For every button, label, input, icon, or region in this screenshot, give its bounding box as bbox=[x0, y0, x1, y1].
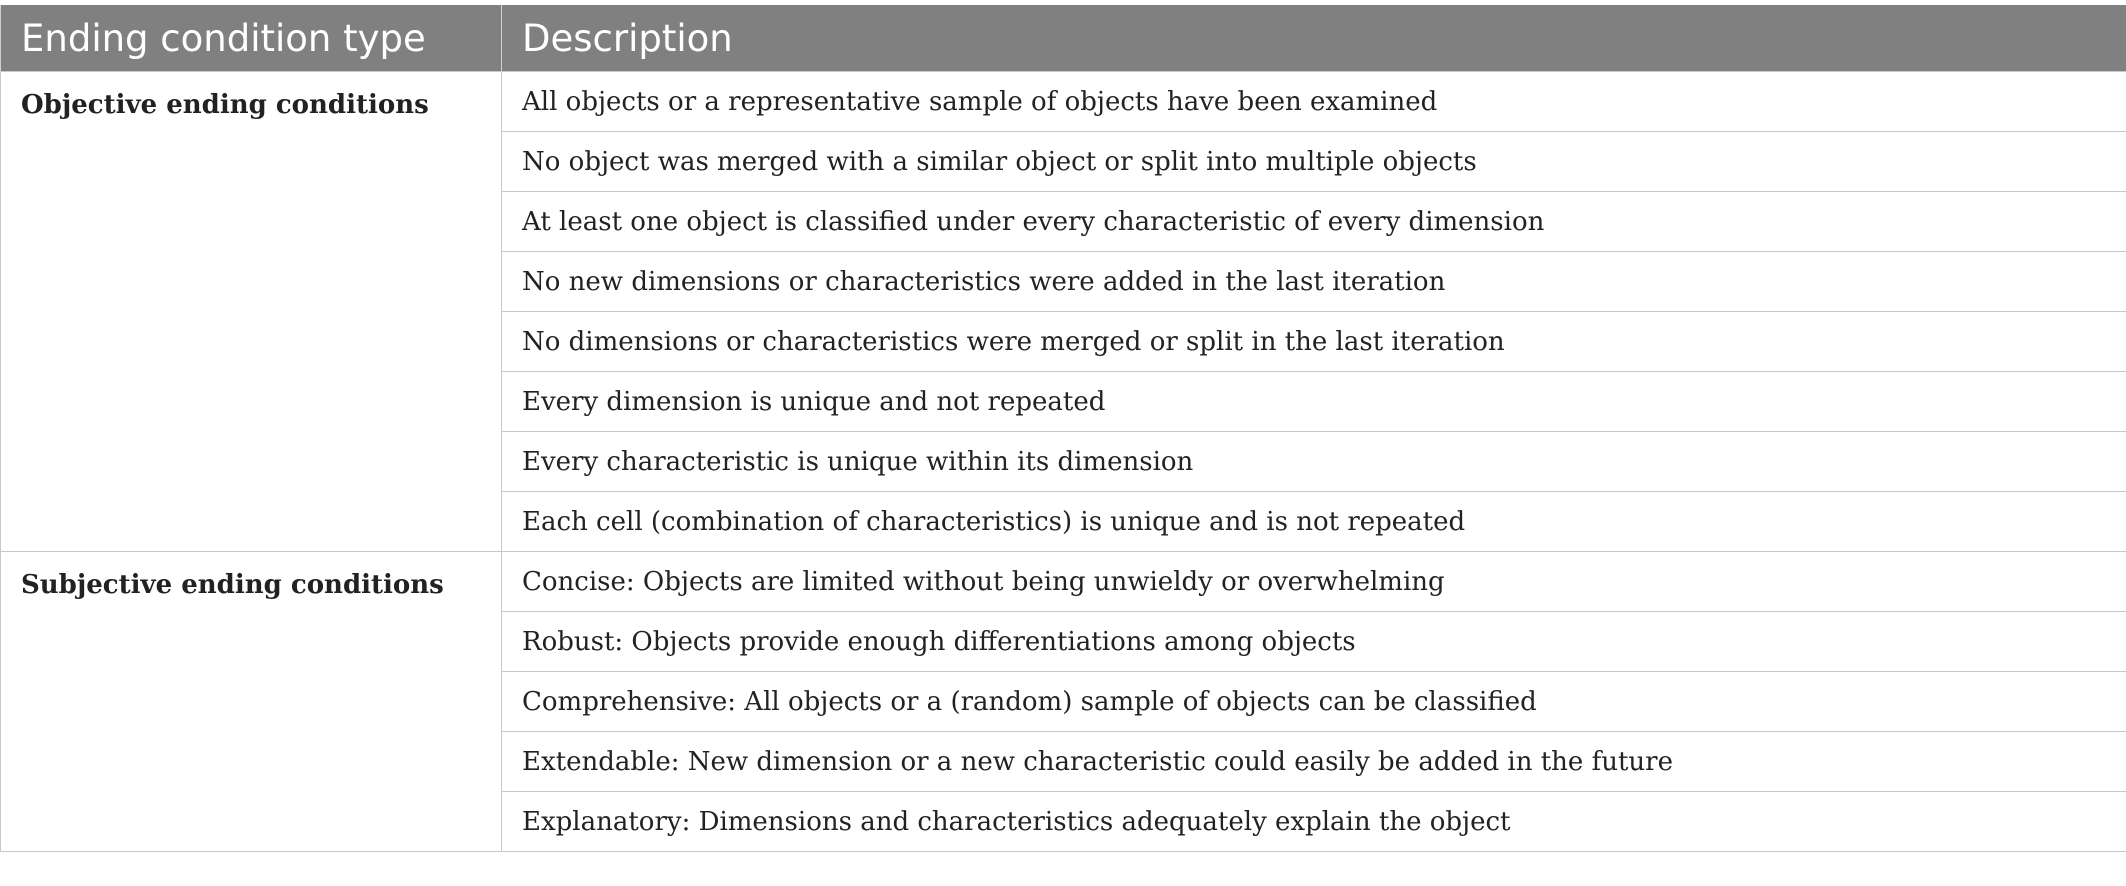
description-cell: Concise: Objects are limited without being unwieldy or overwhelming bbox=[502, 552, 2126, 612]
description-cell: Extendable: New dimension or a new characteristic could easily be added in the future bbox=[502, 732, 2126, 792]
ending-conditions-table-container bbox=[0, 5, 2126, 852]
table-row bbox=[1, 72, 2126, 132]
description-cell: All objects or a representative sample of objects have been examined bbox=[502, 72, 2126, 132]
description-cell: Comprehensive: All objects or a (random) sample of objects can be classified bbox=[502, 672, 2126, 732]
table-header bbox=[1, 5, 2126, 72]
table-row bbox=[1, 552, 2126, 612]
description-cell: Each cell (combination of characteristics) is unique and is not repeated bbox=[502, 492, 2126, 552]
header-description: Description bbox=[502, 5, 2126, 72]
group-label-objective: Objective ending conditions bbox=[1, 72, 502, 552]
description-cell: Robust: Objects provide enough differentiations among objects bbox=[502, 612, 2126, 672]
table-body bbox=[1, 72, 2126, 852]
description-cell: Explanatory: Dimensions and characteristics adequately explain the object bbox=[502, 792, 2126, 852]
description-cell: At least one object is classified under every characteristic of every dimension bbox=[502, 192, 2126, 252]
header-row bbox=[1, 5, 2126, 72]
description-cell: Every characteristic is unique within its dimension bbox=[502, 432, 2126, 492]
description-cell: Every dimension is unique and not repeated bbox=[502, 372, 2126, 432]
description-cell: No new dimensions or characteristics were added in the last iteration bbox=[502, 252, 2126, 312]
description-cell: No dimensions or characteristics were merged or split in the last iteration bbox=[502, 312, 2126, 372]
ending-conditions-table bbox=[0, 5, 2126, 852]
group-label-subjective: Subjective ending conditions bbox=[1, 552, 502, 852]
description-cell: No object was merged with a similar object or split into multiple objects bbox=[502, 132, 2126, 192]
header-ending-condition-type: Ending condition type bbox=[1, 5, 502, 72]
